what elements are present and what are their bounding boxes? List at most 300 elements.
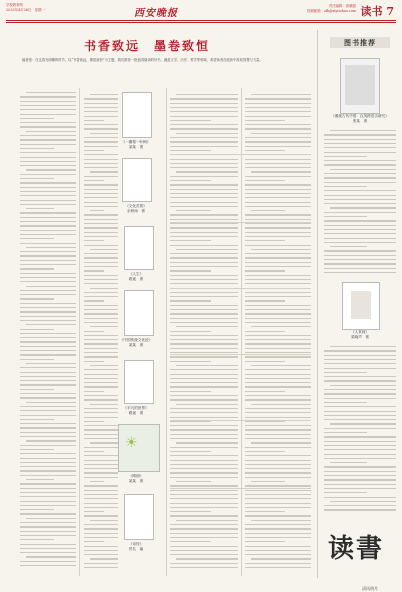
book-title: 《人世间》 bbox=[351, 330, 369, 334]
text-line bbox=[20, 268, 54, 269]
text-line bbox=[26, 363, 76, 364]
text-line bbox=[20, 135, 76, 136]
text-line bbox=[324, 220, 396, 221]
text-line bbox=[245, 395, 311, 396]
text-line bbox=[324, 497, 396, 498]
text-line bbox=[84, 468, 118, 469]
text-line bbox=[170, 361, 211, 362]
text-line bbox=[20, 496, 76, 497]
text-line bbox=[245, 159, 311, 160]
text-line bbox=[245, 537, 311, 538]
text-line bbox=[20, 561, 76, 562]
text-line bbox=[245, 425, 311, 426]
text-line bbox=[324, 350, 396, 351]
text-line bbox=[20, 427, 76, 428]
text-line bbox=[245, 266, 311, 267]
text-line bbox=[20, 178, 54, 179]
article-column-2 bbox=[84, 92, 118, 572]
text-line bbox=[245, 111, 311, 112]
text-line bbox=[324, 355, 396, 356]
text-line bbox=[324, 259, 396, 260]
text-line bbox=[84, 343, 118, 344]
text-line bbox=[84, 296, 118, 297]
text-line bbox=[324, 372, 367, 373]
text-line bbox=[84, 266, 118, 267]
text-line bbox=[324, 393, 396, 394]
text-line bbox=[245, 550, 311, 551]
text-line bbox=[324, 479, 396, 480]
column-divider bbox=[241, 88, 242, 576]
book-cover-7 bbox=[124, 494, 154, 540]
recommend-sidebar bbox=[317, 30, 401, 591]
text-line bbox=[170, 240, 211, 241]
text-line bbox=[84, 232, 118, 233]
text-line bbox=[84, 283, 118, 284]
text-line bbox=[90, 94, 118, 95]
article-column-left bbox=[20, 90, 76, 570]
text-line bbox=[84, 163, 118, 164]
text-line bbox=[176, 210, 211, 211]
text-line bbox=[245, 197, 311, 198]
text-line bbox=[245, 240, 285, 241]
text-line bbox=[20, 372, 76, 373]
text-line bbox=[324, 411, 396, 412]
text-line bbox=[84, 369, 118, 370]
text-line bbox=[84, 460, 118, 461]
text-line bbox=[20, 526, 76, 527]
text-line bbox=[20, 114, 76, 115]
book-author: 余秋雨 著 bbox=[127, 208, 145, 213]
text-line bbox=[20, 341, 76, 342]
text-line bbox=[84, 399, 118, 400]
text-line bbox=[245, 322, 311, 323]
text-line bbox=[170, 128, 238, 129]
text-line bbox=[176, 133, 238, 134]
text-line bbox=[245, 455, 311, 456]
sidebar-book-cover-1 bbox=[340, 58, 380, 114]
text-line bbox=[245, 309, 311, 310]
text-line bbox=[170, 262, 238, 263]
text-line bbox=[245, 236, 311, 237]
text-line bbox=[20, 157, 76, 158]
text-line bbox=[245, 382, 311, 383]
text-line bbox=[170, 270, 211, 271]
text-line bbox=[245, 279, 311, 280]
text-line bbox=[245, 202, 311, 203]
text-line bbox=[245, 146, 311, 147]
text-line bbox=[324, 398, 396, 399]
text-line bbox=[324, 415, 396, 416]
text-line bbox=[324, 428, 396, 429]
text-line bbox=[84, 382, 118, 383]
text-line bbox=[170, 356, 238, 357]
text-line bbox=[245, 361, 285, 362]
text-line bbox=[324, 509, 396, 510]
text-line bbox=[170, 408, 238, 409]
text-line bbox=[20, 225, 76, 226]
text-line bbox=[20, 462, 76, 463]
text-line bbox=[324, 436, 396, 437]
text-line bbox=[245, 485, 311, 486]
text-line bbox=[170, 421, 211, 422]
text-line bbox=[90, 481, 104, 482]
book-cover-3 bbox=[124, 226, 154, 270]
text-line bbox=[84, 154, 118, 155]
text-line bbox=[170, 257, 238, 258]
text-line bbox=[84, 524, 118, 525]
text-line bbox=[245, 494, 311, 495]
text-line bbox=[176, 404, 238, 405]
header-rule-thin bbox=[6, 22, 396, 23]
text-line bbox=[245, 490, 311, 491]
text-line bbox=[26, 169, 76, 170]
text-line bbox=[251, 94, 311, 95]
text-line bbox=[324, 402, 367, 403]
text-line bbox=[26, 440, 76, 441]
text-line bbox=[170, 412, 238, 413]
text-line bbox=[324, 475, 396, 476]
text-line bbox=[20, 445, 76, 446]
text-line bbox=[20, 329, 54, 330]
text-line bbox=[245, 563, 311, 564]
text-line bbox=[324, 454, 396, 455]
text-line bbox=[84, 395, 118, 396]
text-line bbox=[26, 402, 76, 403]
text-line bbox=[84, 378, 118, 379]
text-line bbox=[84, 236, 118, 237]
text-line bbox=[245, 386, 311, 387]
text-line bbox=[245, 477, 311, 478]
text-line bbox=[245, 378, 311, 379]
page-header bbox=[6, 3, 396, 19]
text-line bbox=[324, 380, 396, 381]
text-line bbox=[245, 232, 311, 233]
text-line bbox=[20, 488, 76, 489]
text-line bbox=[245, 189, 311, 190]
text-line bbox=[170, 227, 238, 228]
text-line bbox=[26, 286, 76, 287]
text-line bbox=[20, 294, 76, 295]
text-line bbox=[170, 533, 238, 534]
text-line bbox=[176, 365, 238, 366]
section-divider bbox=[170, 488, 311, 489]
text-line bbox=[20, 165, 76, 166]
text-line bbox=[245, 339, 311, 340]
text-line bbox=[90, 558, 118, 559]
text-line bbox=[324, 376, 396, 377]
text-line bbox=[84, 464, 118, 465]
text-line bbox=[84, 438, 118, 439]
text-line bbox=[245, 227, 311, 228]
book-title: 《中国传统文化论》 bbox=[119, 338, 153, 342]
text-line bbox=[20, 397, 76, 398]
text-line bbox=[84, 202, 118, 203]
text-line bbox=[324, 139, 396, 140]
book-cover-2 bbox=[122, 158, 152, 202]
text-line bbox=[170, 266, 238, 267]
text-line bbox=[245, 141, 311, 142]
text-line bbox=[170, 223, 238, 224]
text-line bbox=[90, 365, 118, 366]
text-line bbox=[170, 417, 238, 418]
text-line bbox=[170, 167, 238, 168]
book-title: 《诗经》 bbox=[128, 542, 144, 546]
text-line bbox=[170, 507, 238, 508]
text-line bbox=[245, 223, 311, 224]
text-line bbox=[251, 520, 311, 521]
text-line bbox=[170, 451, 211, 452]
text-line bbox=[170, 245, 238, 246]
text-line bbox=[170, 275, 238, 276]
text-line bbox=[84, 292, 118, 293]
text-line bbox=[324, 216, 367, 217]
text-line bbox=[84, 193, 118, 194]
text-line bbox=[170, 374, 238, 375]
book-author: 某某 著 bbox=[128, 144, 144, 149]
text-line bbox=[26, 556, 76, 557]
text-line bbox=[251, 171, 311, 172]
book-title: 《晴朗》 bbox=[128, 474, 144, 478]
text-line bbox=[84, 421, 104, 422]
text-line bbox=[170, 253, 238, 254]
text-line bbox=[20, 548, 76, 549]
text-line bbox=[170, 567, 238, 568]
text-line bbox=[84, 206, 118, 207]
text-line bbox=[245, 137, 311, 138]
text-line bbox=[84, 159, 118, 160]
text-line bbox=[170, 193, 238, 194]
text-line bbox=[324, 182, 396, 183]
text-line bbox=[84, 567, 118, 568]
text-line bbox=[84, 253, 118, 254]
text-line bbox=[20, 415, 76, 416]
text-line bbox=[245, 167, 311, 168]
text-line bbox=[324, 177, 396, 178]
text-line bbox=[170, 369, 238, 370]
text-line bbox=[20, 410, 76, 411]
text-line bbox=[245, 421, 285, 422]
text-line bbox=[20, 475, 76, 476]
text-line bbox=[84, 189, 118, 190]
text-line bbox=[170, 550, 238, 551]
text-line bbox=[84, 167, 118, 168]
text-line bbox=[20, 458, 76, 459]
text-line bbox=[84, 146, 118, 147]
text-line bbox=[84, 219, 118, 220]
text-line bbox=[84, 546, 118, 547]
text-line bbox=[324, 272, 396, 273]
sidebar-book-caption-2 bbox=[322, 330, 398, 340]
text-line bbox=[84, 240, 104, 241]
text-line bbox=[324, 263, 396, 264]
text-line bbox=[330, 501, 396, 502]
text-line bbox=[170, 313, 238, 314]
header-email: 投稿邮箱：zfk@xiyoubao.com bbox=[307, 9, 356, 13]
text-line bbox=[90, 133, 118, 134]
text-line bbox=[84, 270, 104, 271]
text-line bbox=[84, 318, 118, 319]
text-line bbox=[26, 324, 76, 325]
text-line bbox=[324, 432, 367, 433]
text-line bbox=[90, 520, 118, 521]
text-line bbox=[20, 212, 76, 213]
text-line bbox=[84, 356, 118, 357]
text-line bbox=[20, 152, 76, 153]
cover-art bbox=[351, 291, 371, 319]
text-line bbox=[90, 326, 118, 327]
text-line bbox=[20, 359, 54, 360]
text-line bbox=[170, 447, 238, 448]
text-line bbox=[176, 442, 238, 443]
text-line bbox=[170, 386, 238, 387]
header-left bbox=[6, 3, 45, 13]
text-line bbox=[20, 436, 76, 437]
text-line bbox=[245, 567, 311, 568]
text-line bbox=[324, 225, 396, 226]
text-line bbox=[245, 296, 311, 297]
text-line bbox=[26, 247, 76, 248]
text-line bbox=[20, 191, 76, 192]
text-line bbox=[170, 438, 238, 439]
text-line bbox=[84, 361, 104, 362]
text-line bbox=[84, 503, 118, 504]
text-line bbox=[170, 163, 238, 164]
text-line bbox=[26, 208, 54, 209]
text-line bbox=[84, 335, 118, 336]
text-line bbox=[245, 468, 311, 469]
text-line bbox=[20, 483, 76, 484]
text-line bbox=[20, 501, 76, 502]
text-line bbox=[90, 249, 118, 250]
text-line bbox=[20, 316, 76, 317]
text-line bbox=[84, 507, 118, 508]
text-line bbox=[324, 268, 396, 269]
text-line bbox=[245, 429, 311, 430]
text-line bbox=[170, 137, 238, 138]
text-line bbox=[170, 348, 238, 349]
text-line bbox=[20, 298, 54, 299]
text-line bbox=[20, 148, 54, 149]
text-line bbox=[84, 184, 118, 185]
text-line bbox=[170, 335, 238, 336]
text-line bbox=[245, 348, 311, 349]
text-line bbox=[170, 103, 238, 104]
text-line bbox=[20, 195, 76, 196]
text-line bbox=[84, 111, 118, 112]
text-line bbox=[84, 498, 118, 499]
text-line bbox=[324, 160, 396, 161]
sidebar-book-caption-1 bbox=[322, 114, 398, 124]
text-line bbox=[245, 193, 311, 194]
text-line bbox=[84, 451, 104, 452]
text-line bbox=[170, 305, 238, 306]
text-line bbox=[84, 472, 118, 473]
section-divider bbox=[170, 222, 311, 223]
text-line bbox=[170, 455, 238, 456]
text-line bbox=[170, 150, 211, 151]
text-line bbox=[245, 524, 311, 525]
text-line bbox=[245, 399, 311, 400]
text-line bbox=[84, 515, 118, 516]
column-divider bbox=[79, 88, 80, 576]
text-line bbox=[84, 141, 118, 142]
text-line bbox=[20, 238, 54, 239]
text-line bbox=[84, 150, 104, 151]
text-line bbox=[324, 419, 396, 420]
book-title: 《平凡的世界》 bbox=[123, 406, 149, 410]
text-line bbox=[84, 197, 118, 198]
text-line bbox=[245, 103, 311, 104]
text-line bbox=[170, 296, 238, 297]
text-line bbox=[20, 423, 76, 424]
text-line bbox=[245, 498, 311, 499]
text-line bbox=[324, 488, 396, 489]
text-line bbox=[170, 343, 238, 344]
text-line bbox=[245, 343, 311, 344]
text-line bbox=[170, 189, 238, 190]
text-line bbox=[176, 94, 238, 95]
text-line bbox=[245, 176, 311, 177]
text-line bbox=[170, 184, 238, 185]
text-line bbox=[84, 245, 118, 246]
text-line bbox=[170, 219, 238, 220]
text-line bbox=[20, 260, 76, 261]
text-line bbox=[90, 404, 118, 405]
text-line bbox=[251, 249, 311, 250]
text-line bbox=[20, 161, 76, 162]
text-line bbox=[170, 309, 238, 310]
text-line bbox=[20, 273, 76, 274]
text-line bbox=[251, 442, 311, 443]
text-line bbox=[84, 103, 118, 104]
text-line bbox=[84, 279, 118, 280]
text-line bbox=[84, 391, 104, 392]
sidebar-review-2 bbox=[324, 344, 396, 514]
text-line bbox=[170, 236, 238, 237]
text-line bbox=[20, 522, 76, 523]
text-line bbox=[170, 554, 238, 555]
text-line bbox=[245, 391, 285, 392]
text-line bbox=[170, 202, 238, 203]
text-line bbox=[330, 462, 367, 463]
calligraphy-signature: 清风明月 bbox=[362, 586, 378, 591]
text-line bbox=[245, 335, 311, 336]
text-line bbox=[170, 468, 238, 469]
text-line bbox=[251, 558, 311, 559]
book-author: 路遥 著 bbox=[128, 410, 144, 415]
text-line bbox=[84, 223, 118, 224]
text-line bbox=[170, 515, 238, 516]
text-line bbox=[84, 374, 118, 375]
text-line bbox=[84, 533, 118, 534]
text-line bbox=[245, 374, 311, 375]
text-line bbox=[324, 406, 396, 407]
text-line bbox=[170, 477, 238, 478]
text-line bbox=[20, 367, 76, 368]
text-line bbox=[324, 203, 396, 204]
text-line bbox=[330, 423, 396, 424]
text-line bbox=[170, 232, 238, 233]
column-divider bbox=[166, 88, 167, 576]
text-line bbox=[330, 207, 396, 208]
book-author: 佚名 编 bbox=[128, 546, 144, 551]
text-line bbox=[20, 389, 54, 390]
text-line bbox=[20, 126, 76, 127]
text-line bbox=[26, 92, 76, 93]
text-line bbox=[84, 408, 118, 409]
text-line bbox=[330, 385, 396, 386]
editor-note: 编者按：在这春光明媚的时节，以“书香致远，墨卷致恒”为主题，我们推荐一批值得阅读的好书，涵盖文学、历史、哲学等领域，希望读者在阅读中汲取智慧与力量。 bbox=[22, 58, 263, 62]
